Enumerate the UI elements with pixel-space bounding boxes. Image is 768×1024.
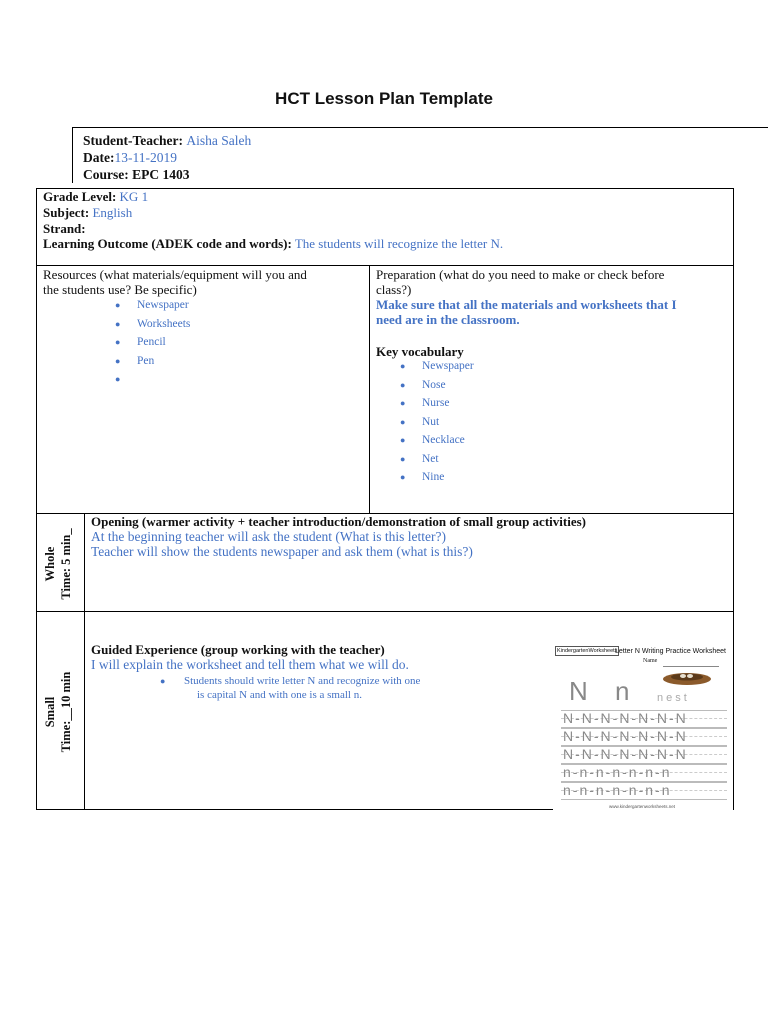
list-item: ● Newspaper bbox=[400, 360, 474, 372]
worksheet-big-letters: N n bbox=[569, 676, 640, 706]
resources-heading-2: the students use? Be specific) bbox=[43, 282, 197, 297]
nest-picture-icon bbox=[657, 670, 717, 686]
small-heading: Guided Experience (group working with the teacher) bbox=[91, 642, 385, 657]
page-title: HCT Lesson Plan Template bbox=[275, 89, 493, 108]
list-item: ● Nine bbox=[400, 471, 445, 483]
outcome-line bbox=[43, 236, 503, 251]
list-item: ● Nose bbox=[400, 378, 446, 391]
list-item: ● Nut bbox=[400, 415, 440, 428]
worksheet-title: Letter N Writing Practice Worksheet bbox=[615, 648, 727, 655]
subject-label: Subject: bbox=[43, 205, 90, 220]
grade-line bbox=[43, 189, 148, 204]
list-item: ● Pencil bbox=[115, 336, 166, 348]
list-item: ● Worksheets bbox=[115, 317, 191, 330]
list-item: ● Newspaper bbox=[115, 299, 189, 311]
grade-label: Grade Level: bbox=[43, 189, 117, 204]
whole-line-2: Teacher will show the students newspaper and ask them (what is this?) bbox=[91, 544, 473, 559]
resources-list bbox=[115, 296, 191, 389]
strand-label: Strand: bbox=[43, 221, 86, 236]
worksheet-logo: KindergartenWorksheets bbox=[557, 648, 618, 654]
list-item: ● Nurse bbox=[400, 397, 450, 409]
resources-cell bbox=[43, 267, 363, 297]
worksheet-name-label: Name bbox=[643, 658, 658, 664]
whole-side-label: Whole Time: 5 min_ bbox=[43, 528, 73, 600]
worksheet-row: n-n-n-n-n-n-n bbox=[561, 764, 727, 782]
outcome-value: The students will recognize the letter N. bbox=[294, 236, 504, 251]
date-label: Date: bbox=[83, 150, 115, 165]
whole-heading: Opening (warmer activity + teacher introduction/demonstration of small group activities) bbox=[91, 514, 586, 529]
grade-value: KG 1 bbox=[119, 189, 149, 204]
small-bullet: ● Students should write letter N and recognize with one is capital N and with one is a small n. bbox=[160, 675, 421, 701]
list-item: ● Net bbox=[400, 452, 439, 465]
preparation-text-2: need are in the classroom. bbox=[376, 312, 520, 327]
subject-value: English bbox=[92, 205, 133, 220]
student-teacher-value: Aisha Saleh bbox=[186, 133, 252, 148]
small-side-divider bbox=[84, 611, 85, 810]
whole-side-divider bbox=[84, 513, 85, 612]
date-line bbox=[83, 150, 177, 166]
vocabulary-list bbox=[400, 357, 474, 487]
worksheet-name-line bbox=[663, 666, 719, 667]
worksheet-picture-word: nest bbox=[657, 692, 690, 704]
preparation-cell bbox=[376, 267, 731, 327]
small-content bbox=[91, 642, 541, 672]
worksheet-row: n-n-n-n-n-n-n bbox=[561, 782, 727, 800]
date-value: 13-11-2019 bbox=[114, 150, 177, 165]
course-line bbox=[83, 167, 190, 183]
small-side-label: Small Time:__10 min bbox=[43, 671, 73, 753]
column-divider bbox=[369, 265, 370, 514]
worksheet-footer: www.kindergartenworksheets.net bbox=[609, 804, 676, 809]
course-label: Course: bbox=[83, 167, 129, 182]
worksheet-row: N-N-N-N-N-N-N bbox=[561, 728, 727, 746]
preparation-text-1: Make sure that all the materials and worksheets that I bbox=[376, 297, 677, 312]
subject-line bbox=[43, 205, 132, 220]
list-item: ● Pen bbox=[115, 354, 155, 367]
small-line-1: I will explain the worksheet and tell them what we will do. bbox=[91, 657, 409, 672]
student-teacher-label: Student-Teacher: bbox=[83, 133, 183, 148]
bullet-icon: ● bbox=[160, 676, 166, 686]
header-box bbox=[72, 127, 768, 183]
worksheet-row: N-N-N-N-N-N-N bbox=[561, 746, 727, 764]
preparation-heading-1: Preparation (what do you need to make or check before bbox=[376, 267, 665, 282]
whole-line-1: At the beginning teacher will ask the student (What is this letter?) bbox=[91, 529, 447, 544]
worksheet-image bbox=[553, 642, 733, 810]
worksheet-row: N-N-N-N-N-N-N bbox=[561, 710, 727, 728]
vocabulary-heading: Key vocabulary bbox=[376, 344, 464, 359]
course-value: EPC 1403 bbox=[132, 167, 190, 182]
whole-content bbox=[91, 514, 731, 559]
list-item: ● bbox=[115, 374, 121, 384]
resources-heading-1: Resources (what materials/equipment will you and bbox=[43, 267, 307, 282]
outcome-label: Learning Outcome (ADEK code and words): bbox=[43, 236, 292, 251]
list-item: ● Necklace bbox=[400, 434, 465, 446]
student-teacher-line bbox=[83, 133, 251, 149]
preparation-heading-2: class?) bbox=[376, 282, 412, 297]
